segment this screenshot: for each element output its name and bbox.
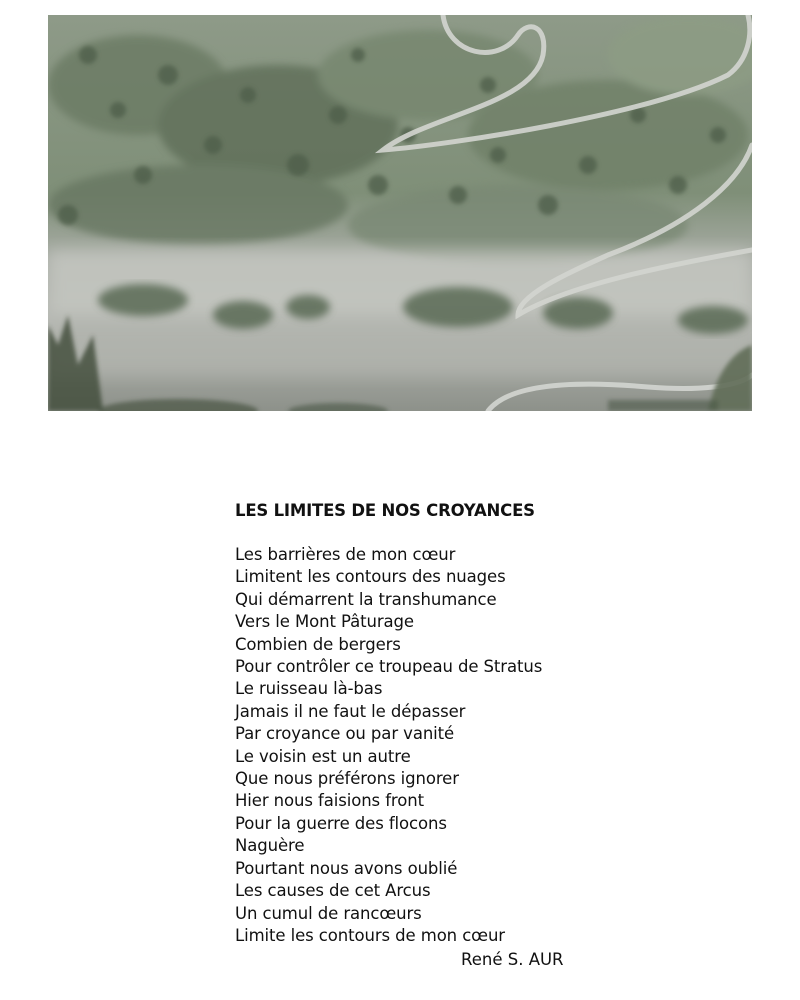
poem-author: René S. AUR	[461, 950, 564, 969]
verse-line: Les barrières de mon cœur	[235, 545, 456, 564]
verse-line: Limite les contours de mon cœur	[235, 925, 505, 945]
verse-line: Combien de bergers	[235, 634, 401, 654]
verse-line: Par croyance ou par vanité	[235, 724, 455, 744]
verse-line: Les causes de cet Arcus	[235, 881, 431, 901]
verse-line: Jamais il ne faut le dépasser	[235, 701, 466, 721]
verse-line: Qui démarrent la transhumance	[235, 589, 497, 609]
verse-line: Vers le Mont Pâturage	[235, 612, 414, 632]
verse-line: Un cumul de rancœurs	[235, 903, 422, 923]
landscape-photo	[48, 15, 752, 411]
verse-line: Pourtant nous avons oublié	[235, 858, 458, 878]
verse-line: Limitent les contours des nuages	[235, 567, 506, 587]
verse-line: Que nous préférons ignorer	[235, 769, 459, 789]
poem-verses	[235, 544, 715, 947]
misty-mountain-image	[48, 15, 752, 411]
poem	[235, 500, 715, 947]
verse-line: Le ruisseau là-bas	[235, 679, 383, 699]
verse-line: Hier nous faisions front	[235, 791, 424, 811]
verse-line: Le voisin est un autre	[235, 746, 411, 766]
verse-line: Pour la guerre des flocons	[235, 813, 447, 833]
verse-line: Naguère	[235, 836, 305, 856]
poem-title: LES LIMITES DE NOS CROYANCES	[235, 501, 535, 520]
verse-line: Pour contrôler ce troupeau de Stratus	[235, 657, 543, 677]
